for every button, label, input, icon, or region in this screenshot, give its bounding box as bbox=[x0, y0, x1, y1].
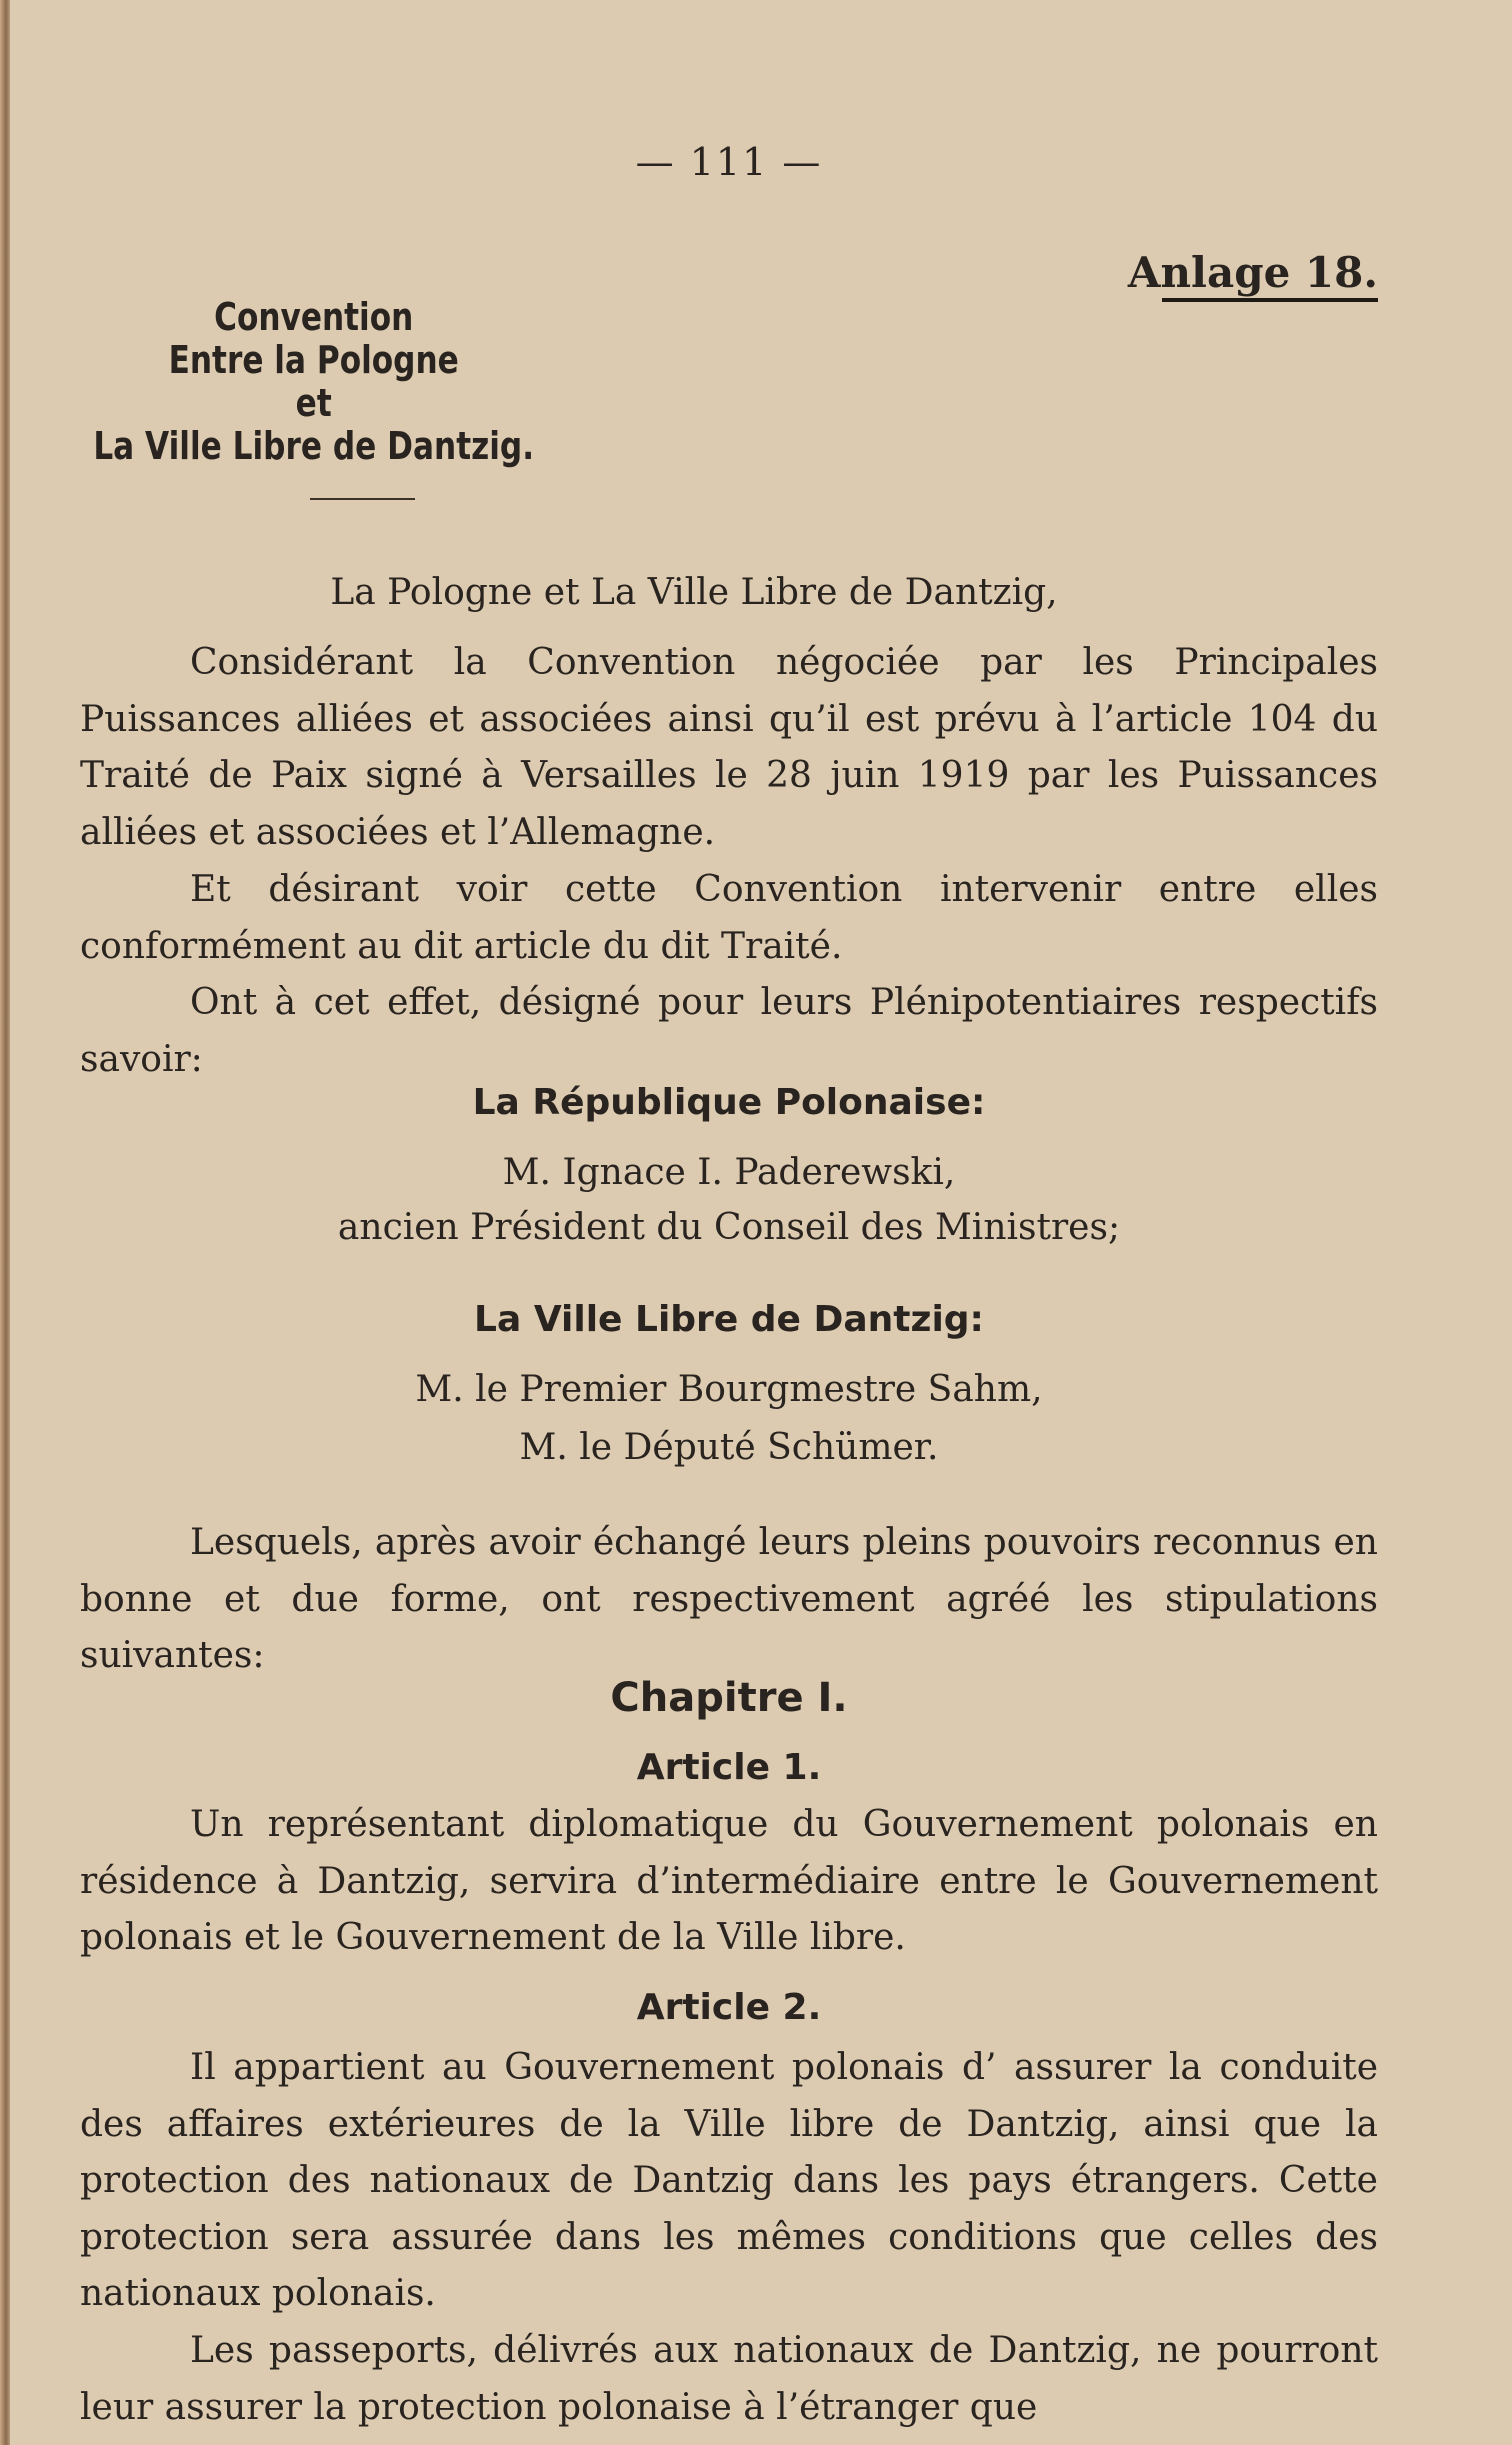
article-paragraph: Il appartient au Gouvernement polonais d’ assurer la conduite des affaires extérieures de la Ville libre de Dantzig, ainsi que la protection des nationaux de Dantzig dans les pays étrangers. Cette protection sera assurée dans les mêmes conditions que celles des nationaux polonais. bbox=[80, 2047, 1378, 2314]
plenipotentiary-name: M. le Premier Bourgmestre Sahm, bbox=[415, 1369, 1043, 1410]
title-line: Convention bbox=[214, 295, 414, 339]
preamble-opening: La Pologne et La Ville Libre de Dantzig, bbox=[330, 572, 1058, 613]
page-binding-edge bbox=[0, 0, 10, 2445]
article-heading: Article 2. bbox=[636, 1987, 822, 2028]
title-line: et bbox=[295, 381, 332, 425]
preamble-designation: Ont à cet effet, désigné pour leurs Plénipotentiaires respectifs savoir: bbox=[80, 982, 1378, 1080]
document-page bbox=[80, 0, 1378, 2445]
title-line: Entre la Pologne bbox=[168, 338, 459, 382]
plenipotentiary-name: M. Ignace I. Paderewski, bbox=[502, 1152, 956, 1193]
lesquels-paragraph: Lesquels, après avoir échangé leurs pleins pouvoirs reconnus en bonne et due forme, ont respectivement agréé les stipulations suivantes: bbox=[80, 1522, 1378, 1676]
preamble-desirant: Et désirant voir cette Convention intervenir entre elles conformément au dit article du dit Traité. bbox=[80, 869, 1378, 967]
annex-label: Anlage 18. bbox=[1127, 248, 1378, 297]
party-heading-poland: La République Polonaise: bbox=[472, 1082, 986, 1123]
page-number: — 111 — bbox=[635, 140, 823, 184]
chapter-heading: Chapitre I. bbox=[610, 1675, 848, 1721]
article-heading: Article 1. bbox=[636, 1747, 822, 1788]
title-divider bbox=[310, 498, 415, 500]
preamble-considerant: Considérant la Convention négociée par les Principales Puissances alliées et associées ainsi qu’il est prévu à l’article 104 du Traité de Paix signé à Versailles le 28 juin 1919 par les Puissances alliées et associées et l’Allemagne. bbox=[80, 642, 1378, 853]
document-title bbox=[80, 296, 547, 468]
title-line: La Ville Libre de Dantzig. bbox=[93, 424, 535, 468]
plenipotentiary-name: M. le Député Schümer. bbox=[519, 1427, 939, 1468]
plenipotentiary-title: ancien Président du Conseil des Ministres; bbox=[337, 1207, 1121, 1248]
article-paragraph: Un représentant diplomatique du Gouvernement polonais en résidence à Dantzig, servira d’intermédiaire entre le Gouvernement polonais et le Gouvernement de la Ville libre. bbox=[80, 1804, 1378, 1958]
party-heading-dantzig: La Ville Libre de Dantzig: bbox=[474, 1299, 984, 1340]
annex-underline bbox=[1162, 298, 1378, 302]
article-paragraph: Les passeports, délivrés aux nationaux de Dantzig, ne pourront leur assurer la protection polonaise à l’étranger que bbox=[80, 2330, 1378, 2428]
